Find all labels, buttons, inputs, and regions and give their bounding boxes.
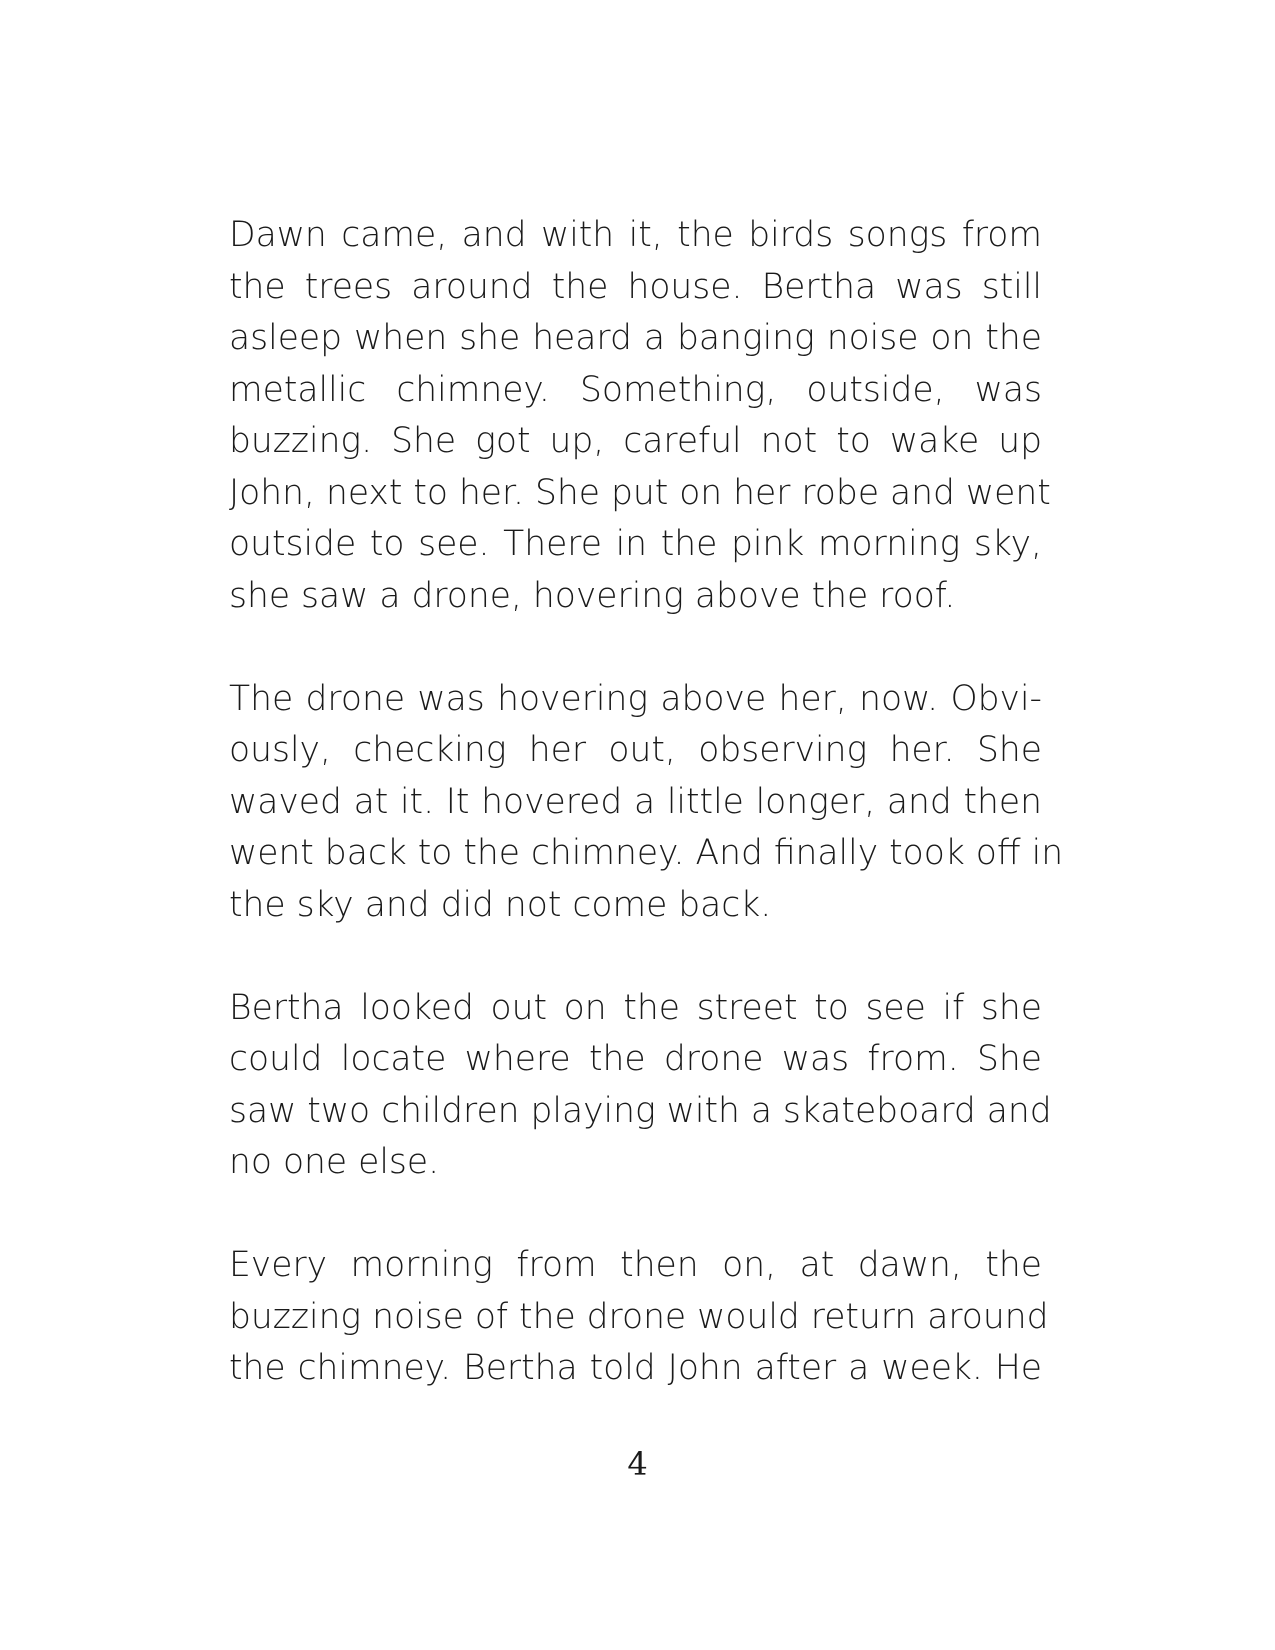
paragraph-3 [229,983,1052,1189]
text-line: went back to the chimney. And finally took off in [229,833,1064,873]
paragraph-2 [229,674,1064,932]
text-line: Bertha looked out on the street to see if she [229,987,1042,1028]
text-line: saw two children playing with a skateboard and [229,1090,1052,1131]
paragraph-1 [229,210,1051,622]
text-line: the chimney. Bertha told John after a week. He [229,1348,1042,1388]
text-line: outside to see. There in the pink morning sky, [229,524,1042,564]
text-line: John, next to her. She put on her robe and went [229,472,1051,513]
text-line: no one else. [229,1142,440,1182]
text-line: buzzing noise of the drone would return around [229,1296,1049,1337]
paragraph-4 [229,1240,1049,1395]
text-line: she saw a drone, hovering above the roof. [229,575,956,616]
body-text [229,210,1064,1446]
text-line: Every morning from then on, at dawn, the [229,1245,1042,1285]
text-line: Dawn came, and with it, the birds songs from [229,215,1042,255]
text-line: ously, checking her out, observing her. She [229,730,1042,770]
page-number: 4 [627,1445,648,1483]
text-line: the trees around the house. Bertha was still [229,266,1042,307]
text-line: could locate where the drone was from. She [229,1039,1042,1079]
text-line: The drone was hovering above her, now. Obvi- [229,678,1042,719]
text-line: asleep when she heard a banging noise on the [229,318,1042,358]
text-line: the sky and did not come back. [229,884,772,925]
text-line: metallic chimney. Something, outside, was [229,369,1042,410]
text-line: buzzing. She got up, careful not to wake up [229,421,1042,461]
text-line: waved at it. It hovered a little longer, and then [229,781,1042,822]
